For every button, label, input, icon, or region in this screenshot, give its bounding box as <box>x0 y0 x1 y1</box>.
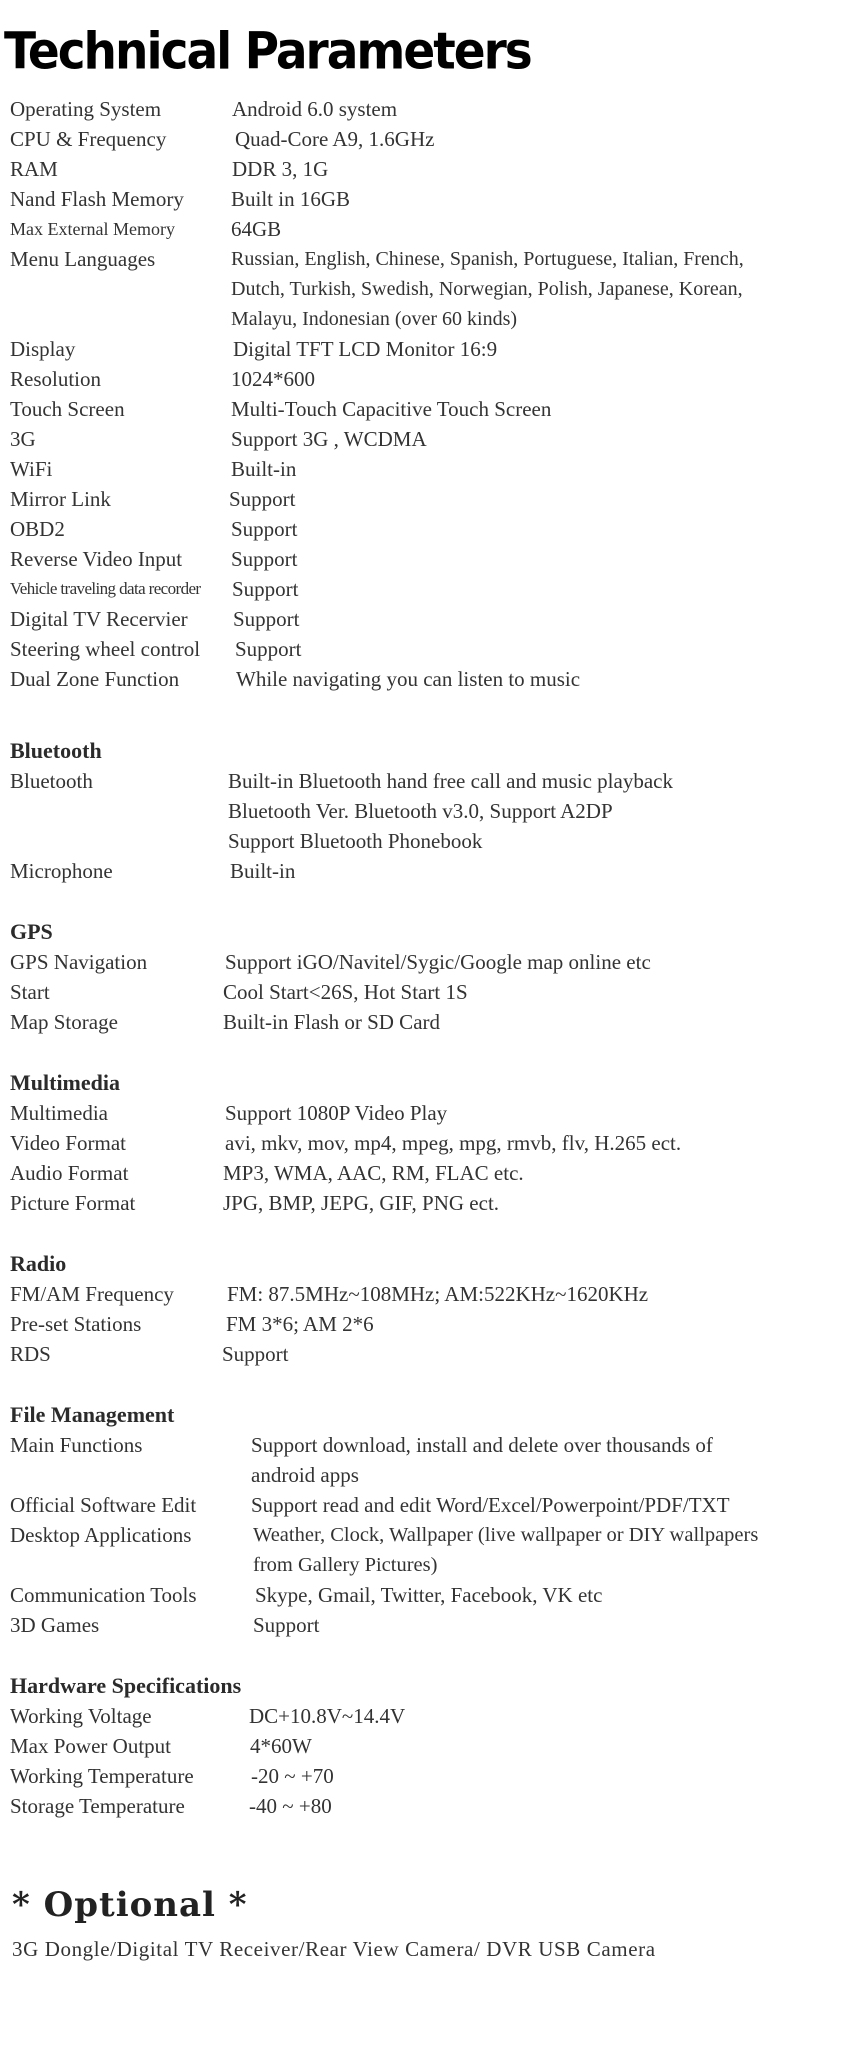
spec-label: Video Format <box>10 1131 126 1155</box>
spec-row <box>10 634 848 664</box>
spec-row <box>10 1490 848 1520</box>
spec-value: MP3, WMA, AAC, RM, FLAC etc. <box>223 1161 524 1185</box>
optional-heading: * Optional * <box>12 1885 248 1925</box>
spec-label: Official Software Edit <box>10 1493 197 1517</box>
spec-label: Display <box>10 337 76 361</box>
spec-row <box>10 1158 848 1188</box>
spec-label: GPS Navigation <box>10 950 148 974</box>
spec-value: Support <box>229 487 296 511</box>
spec-label: Nand Flash Memory <box>10 187 184 211</box>
spec-value: Support 3G , WCDMA <box>231 427 427 451</box>
spec-value: Android 6.0 system <box>232 97 398 121</box>
spec-row <box>10 1309 848 1339</box>
spec-value: Multi-Touch Capacitive Touch Screen <box>231 397 552 421</box>
spec-value: Support <box>233 607 300 631</box>
spec-row <box>10 394 848 424</box>
spec-value: Support iGO/Navitel/Sygic/Google map online etc <box>225 950 651 974</box>
spec-label: Main Functions <box>10 1433 143 1457</box>
spec-value: DC+10.8V~14.4V <box>249 1704 406 1728</box>
spec-row <box>10 1791 848 1821</box>
spec-label: Storage Temperature <box>10 1794 185 1818</box>
spec-row <box>10 484 848 514</box>
spec-label: WiFi <box>10 457 53 481</box>
spec-value: 4*60W <box>250 1734 312 1758</box>
spec-row <box>10 766 848 856</box>
spec-row <box>10 364 848 394</box>
spec-value: DDR 3, 1G <box>232 157 329 181</box>
spec-value: 1024*600 <box>231 367 315 391</box>
spec-value: While navigating you can listen to music <box>236 667 581 691</box>
spec-label: Multimedia <box>10 1101 108 1125</box>
spec-value: Built-in Flash or SD Card <box>223 1010 441 1034</box>
spec-label: RDS <box>10 1342 51 1366</box>
optional-accessories-text: 3G Dongle/Digital TV Receiver/Rear View Camera/ DVR USB Camera <box>12 1937 656 1961</box>
spec-label: Picture Format <box>10 1191 136 1215</box>
spec-label: Max External Memory <box>10 219 175 239</box>
spec-value: Support <box>222 1342 289 1366</box>
spec-label: Reverse Video Input <box>10 547 183 571</box>
spec-label: Digital TV Recervier <box>10 607 188 631</box>
spec-row <box>10 184 848 214</box>
section-heading: Multimedia <box>10 1070 120 1095</box>
spec-value: Support download, install and delete over thousands of android apps <box>251 1433 713 1487</box>
spec-label: Map Storage <box>10 1010 118 1034</box>
spec-label: Working Temperature <box>10 1764 194 1788</box>
spec-row <box>10 244 848 334</box>
page-title: Technical Parameters <box>4 22 531 82</box>
spec-label: Microphone <box>10 859 113 883</box>
bluetooth-section <box>10 736 848 886</box>
spec-label: Resolution <box>10 367 102 391</box>
spec-row <box>10 1279 848 1309</box>
spec-label: Max Power Output <box>10 1734 171 1758</box>
spec-label: Touch Screen <box>10 397 125 421</box>
spec-value: Russian, English, Chinese, Spanish, Portuguese, Italian, French, Dutch, Turkish, Swedish, Norwegian, Polish, Japanese, Korean, Malayu, Indonesian (over 60 kinds) <box>231 248 744 330</box>
spec-row <box>10 424 848 454</box>
spec-label: Audio Format <box>10 1161 129 1185</box>
spec-label: 3D Games <box>10 1613 100 1637</box>
spec-value: Support <box>231 517 298 541</box>
spec-row <box>10 947 848 977</box>
general-specs-section <box>10 94 848 694</box>
spec-row <box>10 514 848 544</box>
spec-row <box>10 214 848 244</box>
spec-value: 64GB <box>231 217 282 241</box>
spec-row <box>10 856 848 886</box>
spec-value: Built-in Bluetooth hand free call and music playback Bluetooth Ver. Bluetooth v3.0, Support A2DP Support Bluetooth Phonebook <box>228 769 673 853</box>
spec-label: Vehicle traveling data recorder <box>10 579 201 598</box>
spec-row <box>10 574 848 604</box>
spec-label: Mirror Link <box>10 487 111 511</box>
spec-row <box>10 664 848 694</box>
section-heading: GPS <box>10 919 53 944</box>
spec-value: Weather, Clock, Wallpaper (live wallpaper or DIY wallpapers from Gallery Pictures) <box>253 1524 759 1576</box>
spec-value: -40 ~ +80 <box>249 1794 332 1818</box>
spec-value: Quad-Core A9, 1.6GHz <box>235 127 435 151</box>
spec-row <box>10 334 848 364</box>
spec-value: Support 1080P Video Play <box>225 1101 448 1125</box>
spec-value: Support <box>232 577 299 601</box>
spec-row <box>10 1761 848 1791</box>
spec-row <box>10 1701 848 1731</box>
spec-row <box>10 94 848 124</box>
spec-value: Skype, Gmail, Twitter, Facebook, VK etc <box>255 1583 603 1607</box>
spec-label: FM/AM Frequency <box>10 1282 174 1306</box>
spec-row <box>10 1128 848 1158</box>
spec-row <box>10 544 848 574</box>
spec-value: avi, mkv, mov, mp4, mpeg, mpg, rmvb, flv, H.265 ect. <box>225 1131 682 1155</box>
file-management-section <box>10 1400 848 1640</box>
spec-label: Menu Languages <box>10 247 156 271</box>
spec-value: Built-in <box>231 457 297 481</box>
spec-value: FM 3*6; AM 2*6 <box>226 1312 374 1336</box>
multimedia-section <box>10 1068 848 1218</box>
spec-value: Cool Start<26S, Hot Start 1S <box>223 980 468 1004</box>
spec-label: Steering wheel control <box>10 637 201 661</box>
spec-row <box>10 1007 848 1037</box>
spec-row <box>10 977 848 1007</box>
section-heading: Bluetooth <box>10 738 102 763</box>
spec-row <box>10 604 848 634</box>
spec-label: RAM <box>10 157 58 181</box>
spec-row <box>10 1580 848 1610</box>
spec-label: 3G <box>10 427 36 451</box>
spec-row <box>10 454 848 484</box>
spec-value: FM: 87.5MHz~108MHz; AM:522KHz~1620KHz <box>227 1282 649 1306</box>
spec-row <box>10 1520 848 1580</box>
spec-value: JPG, BMP, JEPG, GIF, PNG ect. <box>223 1191 500 1215</box>
spec-label: Working Voltage <box>10 1704 152 1728</box>
spec-row <box>10 154 848 184</box>
spec-label: Desktop Applications <box>10 1523 192 1547</box>
spec-label: Bluetooth <box>10 769 93 793</box>
spec-label: Dual Zone Function <box>10 667 180 691</box>
spec-value: Built-in <box>230 859 296 883</box>
spec-value: Support read and edit Word/Excel/Powerpoint/PDF/TXT <box>251 1493 730 1517</box>
spec-value: Support <box>231 547 298 571</box>
section-heading: Radio <box>10 1251 67 1276</box>
spec-label: Communication Tools <box>10 1583 197 1607</box>
spec-row <box>10 1098 848 1128</box>
spec-value: Support <box>253 1613 320 1637</box>
spec-row <box>10 124 848 154</box>
spec-value: Built in 16GB <box>231 187 351 211</box>
spec-row <box>10 1339 848 1369</box>
section-heading: File Management <box>10 1402 175 1427</box>
spec-row <box>10 1430 848 1490</box>
spec-label: OBD2 <box>10 517 65 541</box>
spec-label: CPU & Frequency <box>10 127 167 151</box>
section-heading: Hardware Specifications <box>10 1673 242 1698</box>
spec-value: -20 ~ +70 <box>251 1764 334 1788</box>
radio-section <box>10 1249 848 1369</box>
gps-section <box>10 917 848 1037</box>
spec-label: Pre-set Stations <box>10 1312 142 1336</box>
spec-label: Start <box>10 980 50 1004</box>
spec-label: Operating System <box>10 97 162 121</box>
spec-row <box>10 1188 848 1218</box>
spec-row <box>10 1731 848 1761</box>
spec-value: Digital TFT LCD Monitor 16:9 <box>233 337 498 361</box>
spec-value: Support <box>235 637 302 661</box>
hardware-section <box>10 1671 848 1821</box>
spec-row <box>10 1610 848 1640</box>
